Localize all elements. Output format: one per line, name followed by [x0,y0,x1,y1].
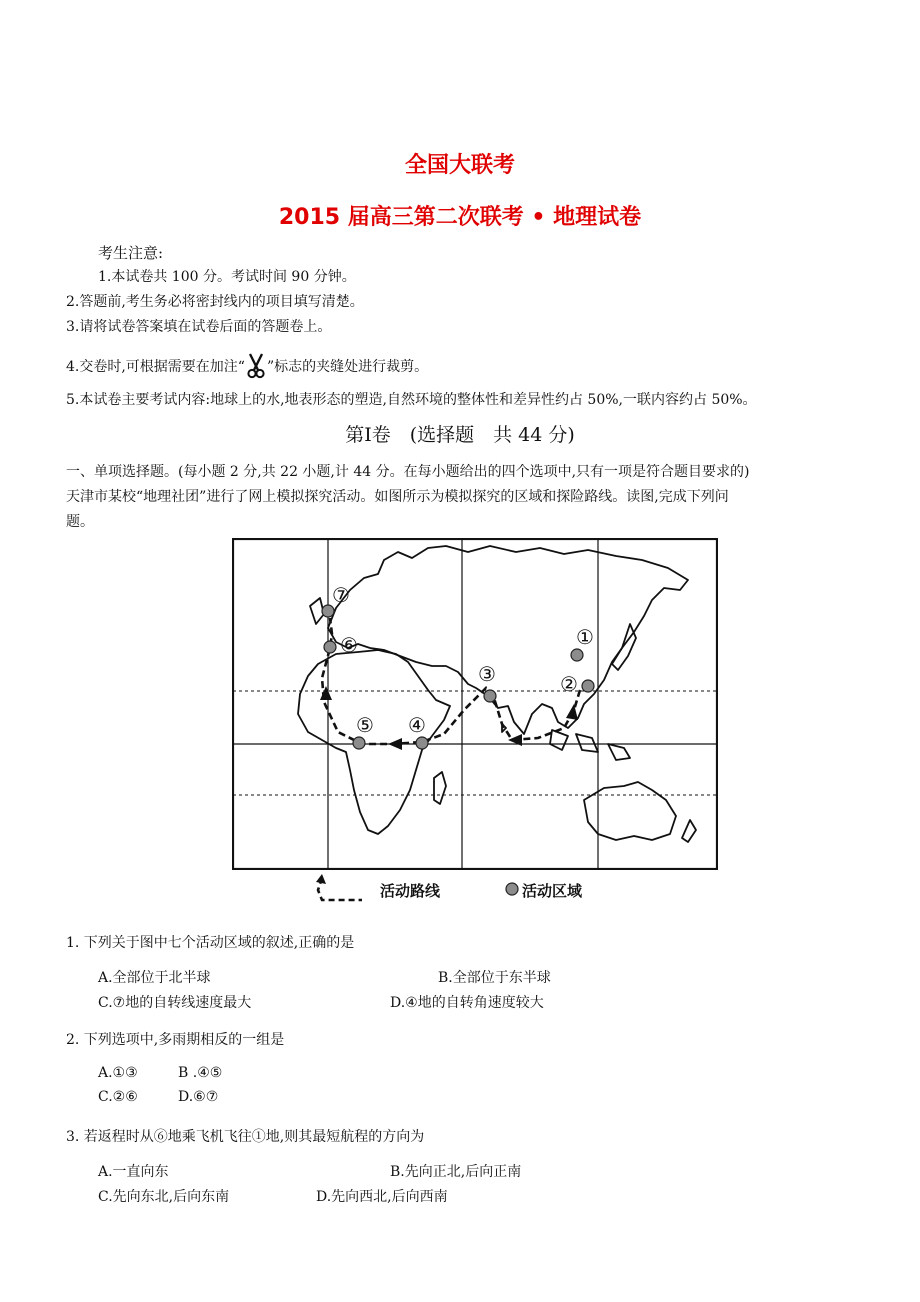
question-3-option-b: B.先向正北,后向正南 [390,1164,522,1180]
notice-item-4-text-after: ”标志的夹缝处进行裁剪。 [266,359,429,375]
section-intro-line-3: 题。 [66,514,94,530]
notice-item-2: 2.答题前,考生务必将密封线内的项目填写清楚。 [66,294,364,310]
notice-item-3: 3.请将试卷答案填在试卷后面的答题卷上。 [66,319,332,335]
notice-item-4 [66,353,428,379]
question-1-stem: 1. 下列关于图中七个活动区域的叙述,正确的是 [66,935,355,951]
marker-7: ⑦ [332,583,350,607]
notice-item-4-text-before: 4.交卷时,可根据需要在加注“ [66,359,245,375]
exam-title: 2015 届高三第二次联考 • 地理试卷 [278,205,642,230]
marker-2: ② [560,672,578,696]
legend-area-label: 活动区域 [522,882,583,900]
question-2-option-d: D.⑥⑦ [178,1089,219,1105]
marker-4: ④ [408,713,426,737]
notice-heading: 考生注意: [98,244,164,262]
legend-route-label: 活动路线 [380,882,441,900]
question-3-option-c: C.先向东北,后向东南 [98,1189,230,1205]
marker-1: ① [576,625,594,649]
question-3-option-d: D.先向西北,后向西南 [316,1189,448,1205]
question-2-option-b: B .④⑤ [178,1065,223,1081]
map-legend [310,874,610,904]
question-1-option-b: B.全部位于东半球 [438,970,551,986]
marker-3: ③ [478,662,496,686]
map-canvas [232,538,718,870]
question-3-stem: 3. 若返程时从⑥地乘飞机飞往①地,则其最短航程的方向为 [66,1129,425,1145]
exam-series-title: 全国大联考 [404,153,515,178]
marker-6: ⑥ [340,633,358,657]
section-intro-line-1: 一、单项选择题。(每小题 2 分,共 22 小题,计 44 分。在每小题给出的四个选项中,只有一项是符合题目要求的) [66,464,750,480]
question-2-option-c: C.②⑥ [98,1089,138,1105]
question-3-option-a: A.一直向东 [98,1164,169,1180]
legend-route-symbol [310,874,370,904]
question-2-option-a: A.①③ [98,1065,138,1081]
section-intro-line-2: 天津市某校“地理社团”进行了网上模拟探究活动。如图所示为模拟探究的区域和探险路线。读图,完成下列问 [66,489,729,505]
section-title: 第Ⅰ卷 (选择题 共 44 分) [345,424,575,446]
question-1-option-a: A.全部位于北半球 [98,970,211,986]
notice-item-5: 5.本试卷主要考试内容:地球上的水,地表形态的塑造,自然环境的整体性和差异性约占 50%,一联内容约占 50%。 [66,392,757,408]
exploration-map [232,538,718,870]
notice-item-1: 1.本试卷共 100 分。考试时间 90 分钟。 [98,269,356,285]
question-1-option-c: C.⑦地的自转线速度最大 [98,995,252,1011]
question-1-option-d: D.④地的自转角速度较大 [390,995,544,1011]
question-2-stem: 2. 下列选项中,多雨期相反的一组是 [66,1032,285,1048]
marker-5: ⑤ [356,713,374,737]
legend-area-symbol [504,881,520,897]
scissors-icon [245,353,267,379]
